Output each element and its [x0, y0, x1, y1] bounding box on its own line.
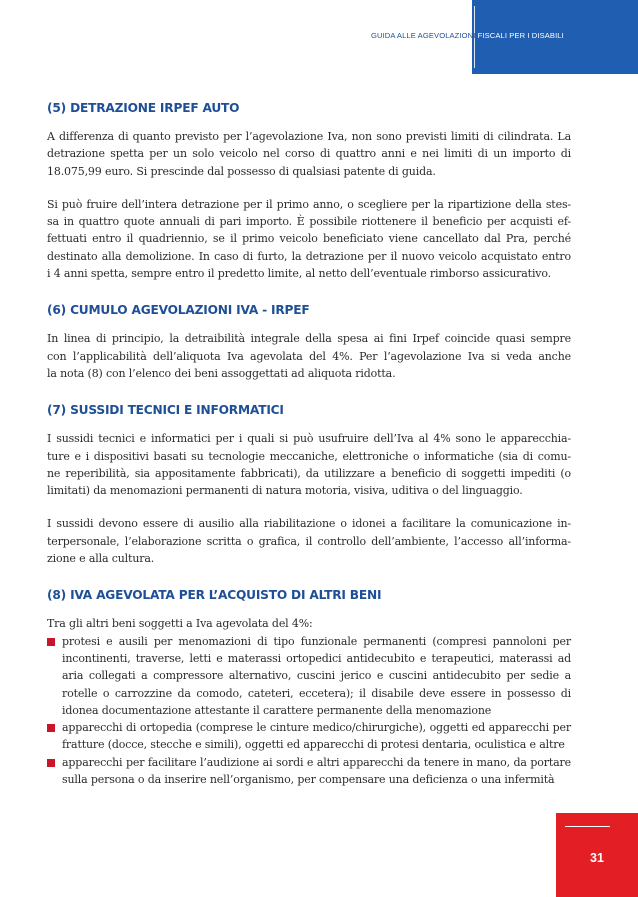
- text-line: apparecchi di ortopedia (comprese le cinture medico/chirurgiche), oggetti ed apparecchi per: [62, 721, 571, 735]
- square-bullet-icon: [47, 724, 55, 732]
- note-section: [47, 402, 571, 567]
- text-line: Si può fruire dell’intera detrazione per il primo anno, o scegliere per la ripartizione della stes-: [47, 197, 571, 211]
- text-line: fettuati entro il quadriennio, se il primo veicolo beneficiato viene cancellato dal Pra, perché: [47, 232, 571, 246]
- note-section: [47, 302, 571, 382]
- text-line: protesi e ausili per menomazioni di tipo funzionale permanenti (compresi pannoloni per: [62, 634, 571, 648]
- text-line: idonea documentazione attestante il carattere permanente della menomazione: [62, 703, 492, 717]
- text-line: aria collegati a compressore alternativo, cuscini jerico e cuscini antidecubito per sedie a: [62, 669, 571, 683]
- text-line: apparecchi per facilitare l’audizione ai sordi e altri apparecchi da tenere in mano, da portare: [62, 755, 571, 769]
- text-line: Tra gli altri beni soggetti a Iva agevolata del 4%:: [47, 617, 313, 631]
- section-heading: (5) DETRAZIONE IRPEF AUTO: [47, 101, 240, 115]
- text-line: rotelle o carrozzine da comodo, cateteri, eccetera); il disabile deve essere in possesso di: [62, 686, 571, 700]
- text-line: i 4 anni spetta, sempre entro il predetto limite, al netto dell’eventuale rimborso assicurativo.: [47, 267, 552, 281]
- paragraph: [47, 128, 571, 180]
- note-section: [47, 100, 571, 282]
- page-number: 31: [590, 851, 604, 865]
- paragraph: [47, 515, 571, 567]
- text-line: detrazione spetta per un solo veicolo nel corso di quattro anni e nei limiti di un importo di: [47, 147, 571, 161]
- text-line: con l’applicabilità dell’aliquota Iva agevolata del 4%. Per l’agevolazione Iva si veda anche: [47, 349, 571, 363]
- section-heading: (7) SUSSIDI TECNICI E INFORMATICI: [47, 403, 284, 418]
- text-line: sa in quattro quote annuali di pari importo. È possibile riottenere il beneficio per acquisti ef-: [47, 215, 571, 229]
- text-line: sulla persona o da inserire nell’organismo, per compensare una deficienza o una infermità: [62, 773, 555, 787]
- text-line: ne reperibilità, sia appositamente fabbricati), da utilizzare a beneficio di soggetti impediti (o: [47, 466, 571, 480]
- list-item: [47, 719, 571, 754]
- text-line: I sussidi devono essere di ausilio alla riabilitazione o idonei a facilitare la comunicazione in-: [47, 517, 571, 531]
- text-line: terpersonale, l’elaborazione scritta o grafica, il controllo dell’ambiente, l’accesso all’informa-: [47, 534, 571, 548]
- text-line: A differenza di quanto previsto per l’agevolazione Iva, non sono previsti limiti di cilindrata. La: [47, 130, 571, 143]
- square-bullet-icon: [47, 759, 55, 767]
- list-item: [47, 633, 571, 719]
- note-section: [47, 587, 571, 788]
- list-item: [47, 754, 571, 789]
- paragraph: [47, 330, 571, 382]
- page-number-rule: [565, 826, 610, 827]
- bullet-list: [47, 633, 571, 789]
- running-header-title: [371, 31, 638, 40]
- page-content: [47, 100, 571, 788]
- text-line: ture e i dispositivi basati su tecnologie meccaniche, elettroniche o informatiche (sia di comu-: [47, 449, 571, 463]
- text-line: incontinenti, traverse, letti e materassi ortopedici antidecubito e terapeutici, materassi ad: [62, 651, 571, 665]
- running-header-title-part-1: GUIDA ALLE AGEVOLAZIONI: [371, 31, 476, 40]
- text-line: la nota (8) con l’elenco dei beni assoggettati ad aliquota ridotta.: [47, 366, 396, 380]
- paragraph: [47, 430, 571, 499]
- section-heading: (8) IVA AGEVOLATA PER L’ACQUISTO DI ALTRI BENI: [47, 588, 382, 603]
- page-header: [0, 0, 638, 74]
- square-bullet-icon: [47, 638, 55, 646]
- list-intro: [47, 615, 571, 632]
- text-line: I sussidi tecnici e informatici per i quali si può usufruire dell’Iva al 4% sono le apparecchia-: [47, 432, 571, 446]
- section-heading: (6) CUMULO AGEVOLAZIONI IVA - IRPEF: [47, 303, 310, 318]
- text-line: destinato alla demolizione. In caso di furto, la detrazione per il nuovo veicolo acquistato entro: [47, 249, 571, 263]
- running-header-title-part-2: FISCALI PER I DISABILI: [475, 31, 564, 40]
- text-line: zione e alla cultura.: [47, 552, 155, 566]
- text-line: fratture (docce, stecche e simili), oggetti ed apparecchi di protesi dentaria, oculistica e altre: [62, 738, 565, 752]
- text-line: 18.075,99 euro. Si prescinde dal possesso di qualsiasi patente di guida.: [47, 164, 436, 178]
- text-line: limitati) da menomazioni permanenti di natura motoria, visiva, uditiva o del linguaggio.: [47, 484, 523, 498]
- paragraph: [47, 196, 571, 282]
- text-line: In linea di principio, la detraibilità integrale della spesa ai fini Irpef coincide quasi sempre: [47, 332, 571, 346]
